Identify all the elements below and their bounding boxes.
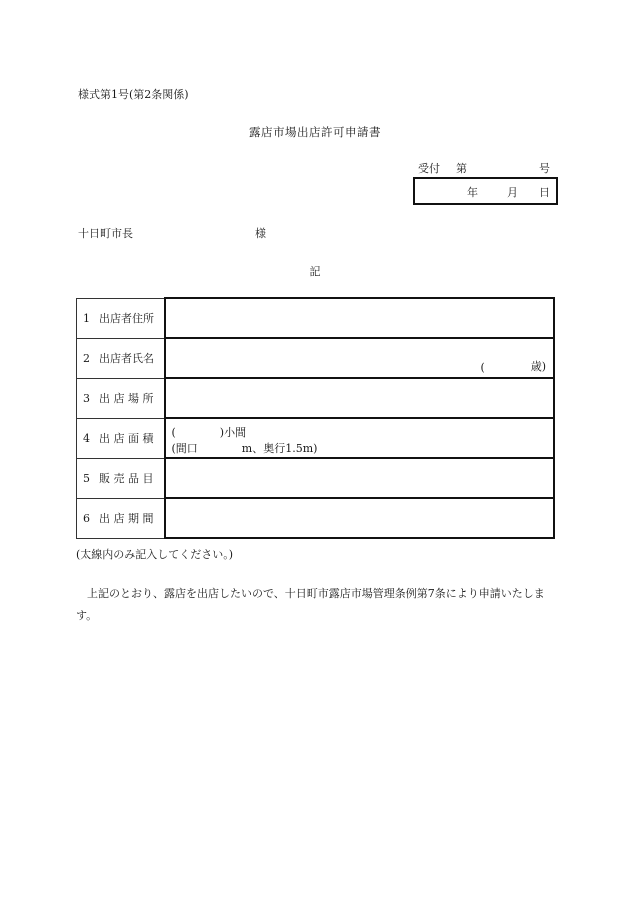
row-label-address	[77, 298, 165, 338]
ki-heading: 記	[309, 265, 321, 278]
row-label-text: 出 店 面 積	[99, 432, 154, 445]
row-number: 2	[83, 352, 90, 365]
applicant-address-field[interactable]	[165, 298, 555, 338]
row-number: 5	[83, 472, 90, 485]
row-label-name	[77, 338, 165, 378]
store-location-field[interactable]	[165, 378, 555, 418]
date-month-label: 月	[507, 186, 518, 199]
sales-items-field[interactable]	[165, 458, 555, 498]
application-form-table	[76, 297, 555, 539]
row-label-text: 販 売 品 目	[99, 472, 154, 485]
receipt-date-box[interactable]	[413, 177, 558, 205]
row-label-text: 出店者住所	[99, 312, 154, 325]
area-dimensions-text: (間口 m、奥行1.5m)	[171, 442, 318, 455]
row-label-items	[77, 458, 165, 498]
receipt-label: 受付	[418, 162, 440, 175]
table-row	[77, 298, 555, 338]
document-title: 露店市場出店許可申請書	[249, 125, 381, 139]
addressee-honorific: 様	[255, 227, 266, 240]
row-label-text: 出店者氏名	[99, 352, 154, 365]
store-period-field[interactable]	[165, 498, 555, 538]
table-row	[77, 418, 555, 458]
date-day-label: 日	[539, 186, 550, 199]
bold-border-note: (太線内のみ記入してください。)	[76, 548, 234, 561]
date-year-label: 年	[467, 186, 478, 199]
age-close-label: 歳)	[530, 360, 546, 373]
age-open-paren: (	[480, 361, 485, 374]
row-number: 3	[83, 392, 90, 405]
row-label-text: 出 店 期 間	[99, 512, 154, 525]
row-label-period	[77, 498, 165, 538]
application-statement: 上記のとおり、露店を出店したいので、十日町市露店市場管理条例第7条により申請いたします。	[76, 587, 545, 622]
row-number: 6	[83, 512, 90, 525]
row-label-location	[77, 378, 165, 418]
applicant-name-field[interactable]	[165, 338, 555, 378]
area-units-text: ( )小間	[171, 426, 247, 439]
form-reference: 様式第1号(第2条関係)	[78, 88, 189, 101]
store-area-field[interactable]	[165, 418, 555, 458]
table-row	[77, 458, 555, 498]
table-row	[77, 338, 555, 378]
row-label-text: 出 店 場 所	[99, 392, 154, 405]
addressee-name: 十日町市長	[78, 227, 133, 240]
row-label-area	[77, 418, 165, 458]
table-row	[77, 498, 555, 538]
receipt-number-prefix: 第	[456, 162, 467, 175]
row-number: 1	[83, 312, 90, 325]
row-number: 4	[83, 432, 90, 445]
table-row	[77, 378, 555, 418]
receipt-number-suffix: 号	[539, 162, 550, 175]
